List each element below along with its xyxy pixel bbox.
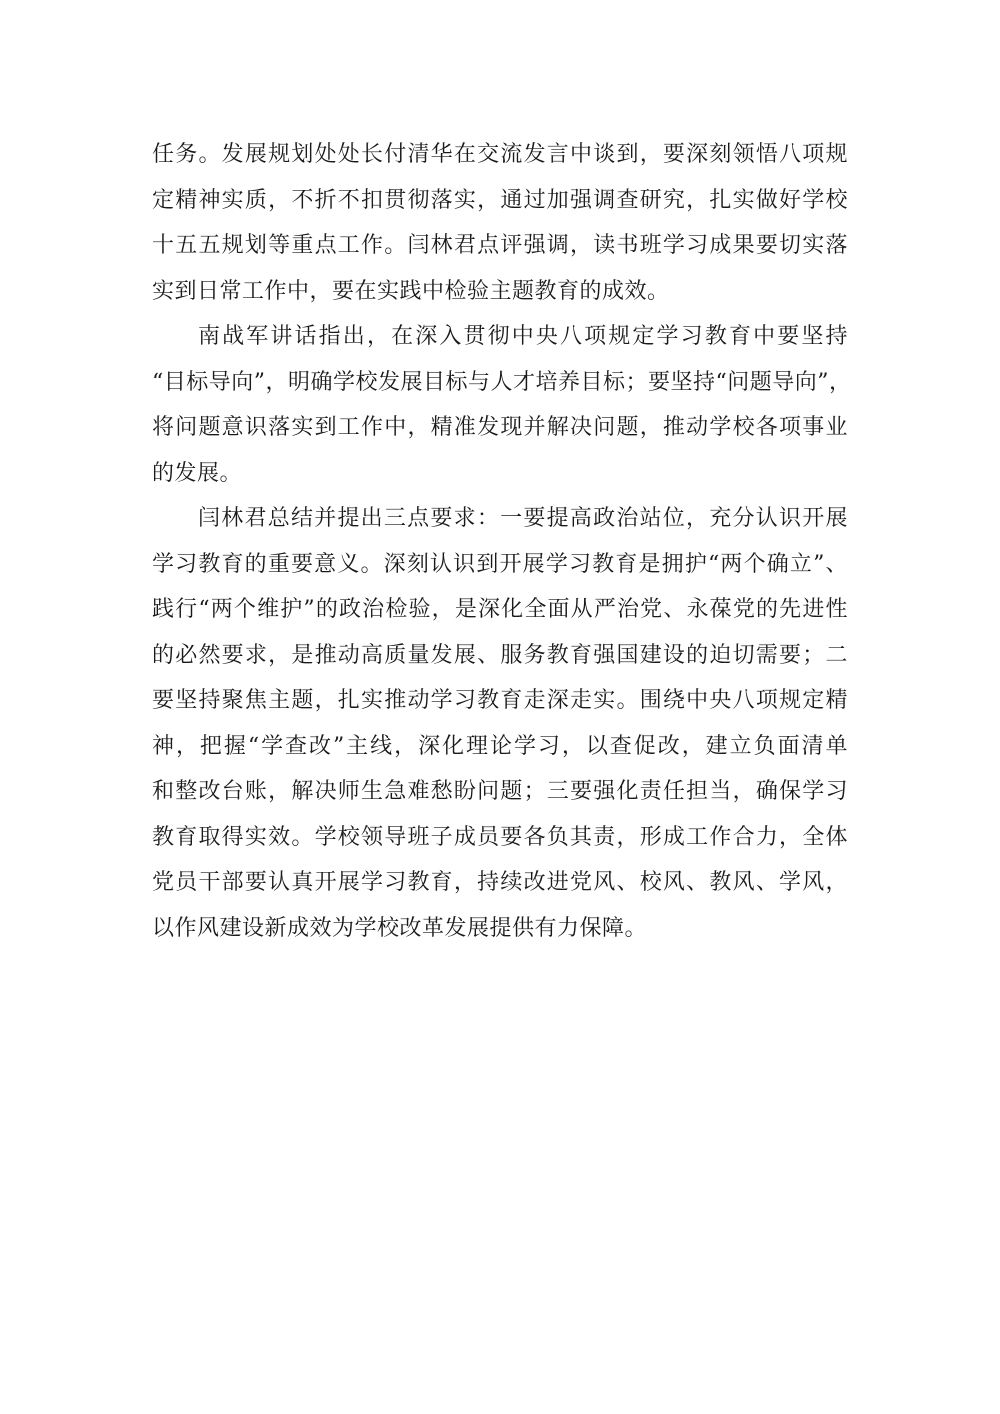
text-line: 的发展。 [152, 460, 243, 486]
text-line: 学习教育的重要意义。深刻认识到开展学习教育是拥护“两个确立”、 [152, 551, 848, 577]
text-line: 和整改台账，解决师生急难愁盼问题；三要强化责任担当，确保学习 [152, 779, 848, 804]
text-line: 践行“两个维护”的政治检验，是深化全面从严治党、永葆党的先进性 [152, 597, 848, 622]
text-line: 教育取得实效。学校领导班子成员要各负其责，形成工作合力，全体 [152, 824, 848, 850]
paragraph-start-line: 南战军讲话指出，在深入贯彻中央八项规定学习教育中要坚持 [198, 324, 848, 349]
text-line: 任务。发展规划处处长付清华在交流发言中谈到，要深刻领悟八项规 [152, 142, 848, 167]
text-line: 将问题意识落实到工作中，精准发现并解决问题，推动学校各项事业 [152, 415, 848, 440]
text-line: 神，把握“学查改”主线，深化理论学习，以查促改，建立负面清单 [152, 733, 848, 759]
text-line: 以作风建设新成效为学校改革发展提供有力保障。 [152, 915, 648, 941]
text-line: 要坚持聚焦主题，扎实推动学习教育走深走实。围绕中央八项规定精 [152, 688, 848, 713]
text-line: 实到日常工作中，要在实践中检验主题教育的成效。 [152, 278, 670, 304]
body-text [152, 132, 852, 951]
text-line: 定精神实质，不折不扣贯彻落实，通过加强调查研究，扎实做好学校 [152, 187, 848, 213]
text-line: “目标导向”，明确学校发展目标与人才培养目标；要坚持“问题导向”， [152, 369, 852, 395]
text-line: 的必然要求，是推动高质量发展、服务教育强国建设的迫切需要；二 [152, 642, 848, 668]
paragraph-start-line: 闫林君总结并提出三点要求：一要提高政治站位，充分认识开展 [198, 506, 848, 531]
text-line: 十五五规划等重点工作。闫林君点评强调，读书班学习成果要切实落 [152, 233, 848, 258]
text-line: 党员干部要认真开展学习教育，持续改进党风、校风、教风、学风， [152, 870, 848, 895]
